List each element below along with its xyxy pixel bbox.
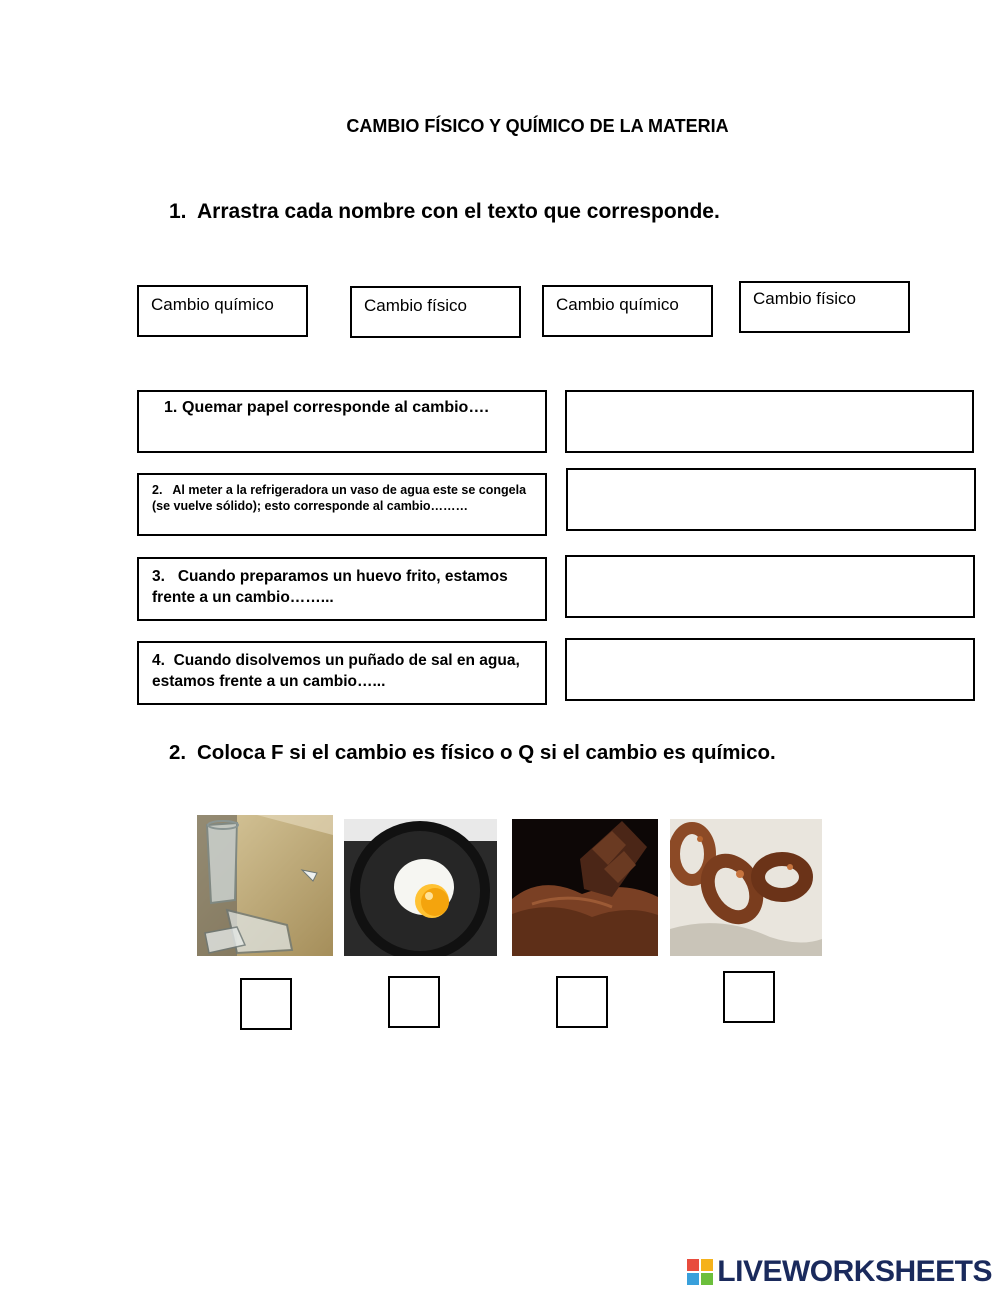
- answer-drop-zone-3[interactable]: [565, 555, 975, 618]
- liveworksheets-logo-text: LIVEWORKSHEETS: [717, 1255, 992, 1288]
- liveworksheets-logo-icon: [687, 1259, 713, 1285]
- melted-chocolate-image: [512, 819, 658, 956]
- question-2-text: Al meter a la refrigeradora un vaso de agua este se congela (se vuelve sólido); esto corresponde al cambio………: [152, 483, 527, 513]
- question-3-box: [137, 557, 547, 621]
- question-4-box: [137, 641, 547, 705]
- section2-heading: [169, 741, 776, 765]
- liveworksheets-logo: [687, 1255, 992, 1289]
- question-3-text: Cuando preparamos un huevo frito, estamos frente a un cambio……...: [152, 568, 508, 606]
- question-2-box: [137, 473, 547, 536]
- answer-drop-zone-2[interactable]: [566, 468, 976, 531]
- question-3-number: 3.: [152, 568, 165, 585]
- section1-number: 1.: [169, 200, 187, 223]
- drag-chip-cambio-fisico-1[interactable]: Cambio físico: [350, 286, 521, 338]
- fq-answer-box-1[interactable]: [240, 978, 292, 1030]
- answer-drop-zone-1[interactable]: [565, 390, 974, 453]
- drag-chip-cambio-fisico-2[interactable]: Cambio físico: [739, 281, 910, 333]
- section1-heading-text: Arrastra cada nombre con el texto que corresponde.: [197, 200, 720, 223]
- page-title: CAMBIO FÍSICO Y QUÍMICO DE LA MATERIA: [346, 116, 729, 136]
- fq-answer-box-2[interactable]: [388, 976, 440, 1028]
- drag-chip-cambio-quimico-1[interactable]: Cambio químico: [137, 285, 308, 337]
- section2-heading-text: Coloca F si el cambio es físico o Q si el cambio es químico.: [197, 741, 776, 764]
- question-1-box: [137, 390, 547, 453]
- fq-answer-box-3[interactable]: [556, 976, 608, 1028]
- drag-chip-cambio-quimico-2[interactable]: Cambio químico: [542, 285, 713, 337]
- fq-answer-box-4[interactable]: [723, 971, 775, 1023]
- question-1-text: Quemar papel corresponde al cambio….: [182, 399, 489, 416]
- broken-glass-image: [197, 815, 333, 956]
- question-4-text: Cuando disolvemos un puñado de sal en agua, estamos frente a un cambio…...: [152, 652, 520, 690]
- question-1-number: 1.: [164, 399, 178, 416]
- section1-heading: [169, 200, 720, 224]
- answer-drop-zone-4[interactable]: [565, 638, 975, 701]
- fried-egg-pan-image: [344, 819, 497, 956]
- rusty-chain-image: [670, 819, 822, 956]
- section2-number: 2.: [169, 741, 187, 764]
- question-2-number: 2.: [152, 483, 163, 497]
- question-4-number: 4.: [152, 652, 165, 669]
